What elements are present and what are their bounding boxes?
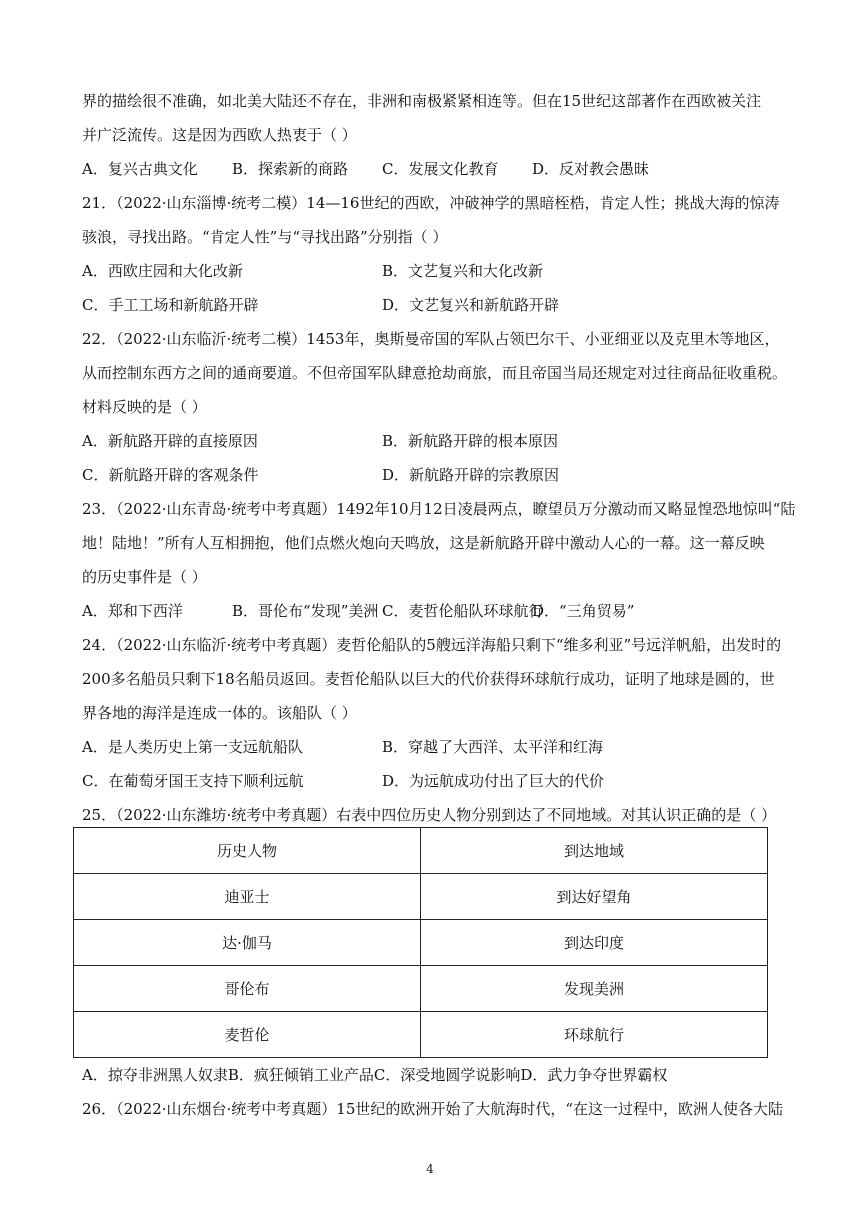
- q22-stem: 22．（2022·山东临沂·统考二模）1453年，奥斯曼帝国的军队占领巴尔干、小亚细亚以及克里木等地区，: [82, 330, 780, 348]
- option-b: B．哥伦布“发现”美洲: [232, 602, 379, 620]
- q23-stem: 地！陆地！”所有人互相拥抱，他们点燃火炮向天鸣放，这是新航路开辟中激动人心的一幕。这一幕反映: [82, 534, 765, 552]
- table-header-cell: 到达地域: [421, 828, 768, 874]
- q21-stem: 21．（2022·山东淄博·统考二模）14—16世纪的西欧，冲破神学的黑暗桎梏，肯定人性；挑战大海的惊涛: [82, 194, 780, 212]
- option-c: C．深受地圆学说影响: [373, 1066, 521, 1084]
- option-b: B．穿越了大西洋、太平洋和红海: [382, 738, 604, 756]
- option-b: B．疯狂倾销工业产品: [227, 1066, 374, 1084]
- table-row: [74, 920, 768, 966]
- q21-options-row: [82, 254, 782, 288]
- q23-stem: 23．（2022·山东青岛·统考中考真题）1492年10月12日凌晨两点，瞭望员万分激动而又略显惶恐地惊叫“陆: [82, 500, 796, 518]
- q22-stem: 从而控制东西方之间的通商要道。不但帝国军队肆意抢劫商旅，而且帝国当局还规定对过往商品征收重税。: [82, 364, 788, 382]
- option-d: D．反对教会愚昧: [532, 160, 650, 178]
- option-b: B．文艺复兴和大化改新: [382, 262, 544, 280]
- q20-options: [82, 152, 782, 186]
- q22-options-row: [82, 458, 782, 492]
- option-a: A．新航路开辟的直接原因: [82, 432, 258, 450]
- table-cell: 哥伦布: [74, 966, 421, 1012]
- option-c: C．在葡萄牙国王支持下顺利远航: [82, 772, 304, 790]
- after-table: [82, 1058, 782, 1126]
- option-c: C．手工工场和新航路开辟: [82, 296, 259, 314]
- q25-options: [82, 1058, 782, 1092]
- option-b: B．新航路开辟的根本原因: [382, 432, 559, 450]
- table-cell: 环球航行: [421, 1012, 768, 1058]
- option-b: B．探索新的商路: [232, 160, 349, 178]
- table-cell: 麦哲伦: [74, 1012, 421, 1058]
- q21-options-row: [82, 288, 782, 322]
- text-line: 界的描绘很不准确，如北美大陆还不存在，非洲和南极紧紧相连等。但在15世纪这部著作在西欧被关注: [82, 92, 762, 110]
- option-d: D．文艺复兴和新航路开辟: [382, 296, 560, 314]
- q24-options-row: [82, 730, 782, 764]
- q22-stem: 材料反映的是（ ）: [82, 398, 207, 416]
- q23-options: [82, 594, 782, 628]
- table-cell: 发现美洲: [421, 966, 768, 1012]
- q24-stem: 24．（2022·山东临沂·统考中考真题）麦哲伦船队的5艘远洋海船只剩下“维多利亚”号远洋帆船，出发时的: [82, 636, 782, 654]
- q24-options-row: [82, 764, 782, 798]
- q23-stem: 的历史事件是（ ）: [82, 568, 207, 586]
- option-d: D．武力争夺世界霸权: [520, 1066, 668, 1084]
- option-c: C．发展文化教育: [382, 160, 499, 178]
- option-a: A．郑和下西洋: [82, 602, 183, 620]
- question-page: [82, 84, 796, 832]
- table-cell: 到达印度: [421, 920, 768, 966]
- table-row: [74, 1012, 768, 1058]
- table-header-cell: 历史人物: [74, 828, 421, 874]
- option-d: D．“三角贸易”: [532, 602, 635, 620]
- q25-stem: 25．（2022·山东潍坊·统考中考真题）右表中四位历史人物分别到达了不同地域。对其认识正确的是（ ）: [82, 806, 777, 824]
- option-c: C．新航路开辟的客观条件: [82, 466, 259, 484]
- q24-stem: 界各地的海洋是连成一体的。该船队（ ）: [82, 704, 357, 722]
- q26-stem: 26．（2022·山东烟台·统考中考真题）15世纪的欧洲开始了大航海时代，“在这一过程中，欧洲人使各大陆: [82, 1100, 784, 1118]
- option-c: C．麦哲伦船队环球航行: [382, 602, 544, 620]
- q21-stem: 骇浪，寻找出路。“肯定人性”与“寻找出路”分别指（ ）: [82, 228, 448, 246]
- table-row: [74, 966, 768, 1012]
- option-d: D．新航路开辟的宗教原因: [382, 466, 560, 484]
- option-d: D．为远航成功付出了巨大的代价: [382, 772, 605, 790]
- option-a: A．复兴古典文化: [82, 160, 198, 178]
- table-cell: 迪亚士: [74, 874, 421, 920]
- table-header-row: [74, 828, 768, 874]
- q24-stem: 200多名船员只剩下18名船员返回。麦哲伦船队以巨大的代价获得环球航行成功，证明了地球是圆的，世: [82, 670, 775, 688]
- table-cell: 达·伽马: [74, 920, 421, 966]
- q22-options-row: [82, 424, 782, 458]
- text-line: 并广泛流传。这是因为西欧人热衷于（ ）: [82, 126, 357, 144]
- option-a: A．西欧庄园和大化改新: [82, 262, 243, 280]
- table-cell: 到达好望角: [421, 874, 768, 920]
- table-row: [74, 874, 768, 920]
- option-a: A．是人类历史上第一支远航船队: [82, 738, 303, 756]
- option-a: A．掠夺非洲黑人奴隶: [82, 1066, 228, 1084]
- page-number: 4: [426, 1162, 434, 1176]
- explorers-table: [73, 827, 768, 1058]
